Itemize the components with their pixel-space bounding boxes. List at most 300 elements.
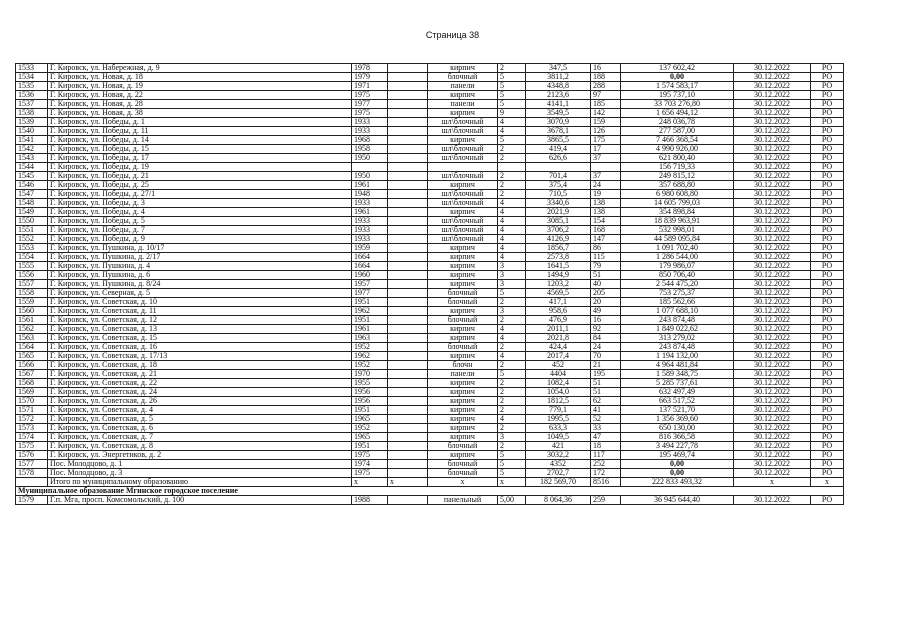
wall-material-cell: кирпич	[428, 280, 498, 289]
date-cell: 30.12.2022	[734, 82, 811, 91]
wall-material-cell: панели	[428, 370, 498, 379]
address-cell: Г. Кировск, ул. Пушкина, д. 6	[48, 271, 352, 280]
floors-cell: 4	[498, 127, 526, 136]
date-cell: 30.12.2022	[734, 361, 811, 370]
date-cell: 30.12.2022	[734, 136, 811, 145]
area-cell: 2011,1	[526, 325, 591, 334]
area-cell: 4141,1	[526, 100, 591, 109]
date-cell: 30.12.2022	[734, 433, 811, 442]
floors-cell: 2	[498, 64, 526, 73]
program-code-cell: РО	[811, 496, 844, 505]
empty-cell-cell	[388, 100, 428, 109]
row-number-cell: 1534	[16, 73, 48, 82]
residents-cell: 70	[591, 352, 621, 361]
program-code-cell: РО	[811, 217, 844, 226]
date-cell: 30.12.2022	[734, 334, 811, 343]
year-built-cell: 1956	[352, 397, 388, 406]
area-cell: 3085,1	[526, 217, 591, 226]
residents-cell: 18	[591, 442, 621, 451]
table-row	[16, 370, 844, 379]
program-code-cell: РО	[811, 352, 844, 361]
row-number-cell: 1540	[16, 127, 48, 136]
floors-cell: 5	[498, 136, 526, 145]
address-cell: Г. Кировск, ул. Советская, д. 26	[48, 397, 352, 406]
table-row	[16, 136, 844, 145]
floors-cell: 5	[498, 91, 526, 100]
area-cell: 3032,2	[526, 451, 591, 460]
year-built-cell: 1933	[352, 226, 388, 235]
year-built-cell: 1951	[352, 316, 388, 325]
year-built-cell: 1971	[352, 82, 388, 91]
row-number-cell: 1568	[16, 379, 48, 388]
empty-cell-cell	[388, 307, 428, 316]
empty-cell-cell	[388, 181, 428, 190]
empty-cell-cell	[388, 298, 428, 307]
program-code-cell: РО	[811, 316, 844, 325]
cost-cell: 4 990 926,00	[621, 145, 734, 154]
date-cell: 30.12.2022	[734, 397, 811, 406]
table-row	[16, 163, 844, 172]
empty-cell-cell	[388, 388, 428, 397]
area-cell: 1995,5	[526, 415, 591, 424]
wall-material-cell: блочн	[428, 361, 498, 370]
year-built-cell: 1950	[352, 154, 388, 163]
program-code-cell: РО	[811, 307, 844, 316]
table-row	[16, 91, 844, 100]
wall-material-cell: кирпич	[428, 352, 498, 361]
area-cell: 3340,6	[526, 199, 591, 208]
row-number-cell: 1538	[16, 109, 48, 118]
date-cell: 30.12.2022	[734, 226, 811, 235]
table-row	[16, 343, 844, 352]
row-number-cell: 1541	[16, 136, 48, 145]
row-number-cell: 1579	[16, 496, 48, 505]
floors-cell: 2	[498, 406, 526, 415]
table-row	[16, 388, 844, 397]
address-cell: Г. Кировск, ул. Советская, д. 17/13	[48, 352, 352, 361]
row-number-cell	[16, 478, 48, 487]
wall-material-cell: кирпич	[428, 91, 498, 100]
floors-cell: 2	[498, 343, 526, 352]
residents-cell: 175	[591, 136, 621, 145]
area-cell: 2021,8	[526, 334, 591, 343]
address-cell: Г. Кировск, ул. Советская, д. 11	[48, 307, 352, 316]
cost-cell: 222 833 493,32	[621, 478, 734, 487]
wall-material-cell: кирпич	[428, 424, 498, 433]
cost-cell: 137 521,70	[621, 406, 734, 415]
cost-cell: 6 980 608,80	[621, 190, 734, 199]
floors-cell: 4	[498, 244, 526, 253]
cost-cell: 354 898,84	[621, 208, 734, 217]
residents-cell: 16	[591, 316, 621, 325]
address-cell: Г. Кировск, ул. Советская, д. 7	[48, 433, 352, 442]
residents-cell: 37	[591, 154, 621, 163]
year-built-cell: 1975	[352, 109, 388, 118]
table-row	[16, 496, 844, 505]
date-cell: 30.12.2022	[734, 406, 811, 415]
wall-material-cell: шл\блочный	[428, 172, 498, 181]
address-cell: Г. Кировск, ул. Новая, д. 19	[48, 82, 352, 91]
table-row	[16, 208, 844, 217]
floors-cell: 9	[498, 109, 526, 118]
date-cell: 30.12.2022	[734, 280, 811, 289]
row-number-cell: 1548	[16, 199, 48, 208]
date-cell: х	[734, 478, 811, 487]
date-cell: 30.12.2022	[734, 208, 811, 217]
area-cell: 1049,5	[526, 433, 591, 442]
empty-cell-cell	[388, 109, 428, 118]
address-cell: Г.п. Мга, просп. Комсомольский, д. 100	[48, 496, 352, 505]
floors-cell: 4	[498, 118, 526, 127]
year-built-cell: 1933	[352, 235, 388, 244]
date-cell: 30.12.2022	[734, 307, 811, 316]
wall-material-cell: кирпич	[428, 307, 498, 316]
row-number-cell: 1557	[16, 280, 48, 289]
date-cell: 30.12.2022	[734, 73, 811, 82]
wall-material-cell: шл\блочный	[428, 118, 498, 127]
cost-cell: 3 494 227,78	[621, 442, 734, 451]
cost-cell: 249 815,12	[621, 172, 734, 181]
wall-material-cell: кирпич	[428, 208, 498, 217]
date-cell: 30.12.2022	[734, 289, 811, 298]
area-cell: 4126,9	[526, 235, 591, 244]
wall-material-cell: шл\блочный	[428, 127, 498, 136]
address-cell: Г. Кировск, ул. Советская, д. 18	[48, 361, 352, 370]
wall-material-cell: панели	[428, 100, 498, 109]
date-cell: 30.12.2022	[734, 460, 811, 469]
address-cell: Г. Кировск, ул. Советская, д. 5	[48, 415, 352, 424]
table-row	[16, 199, 844, 208]
program-code-cell: РО	[811, 154, 844, 163]
address-cell: Г. Кировск, ул. Советская, д. 6	[48, 424, 352, 433]
row-number-cell: 1567	[16, 370, 48, 379]
area-cell: 375,4	[526, 181, 591, 190]
floors-cell: 5,00	[498, 496, 526, 505]
empty-cell-cell	[388, 91, 428, 100]
address-cell: Г. Кировск, ул. Победы, д. 21	[48, 172, 352, 181]
program-code-cell: РО	[811, 82, 844, 91]
empty-cell-cell	[388, 469, 428, 478]
row-number-cell: 1558	[16, 289, 48, 298]
residents-cell: 79	[591, 262, 621, 271]
residents-cell: 41	[591, 406, 621, 415]
program-code-cell: РО	[811, 163, 844, 172]
program-code-cell: РО	[811, 325, 844, 334]
cost-cell: 650 130,00	[621, 424, 734, 433]
table-row	[16, 280, 844, 289]
residents-cell: 51	[591, 379, 621, 388]
empty-cell-cell	[388, 73, 428, 82]
address-cell: Г. Кировск, ул. Победы, д. 27/1	[48, 190, 352, 199]
row-number-cell: 1553	[16, 244, 48, 253]
cost-cell: 18 839 963,91	[621, 217, 734, 226]
residents-cell: 185	[591, 100, 621, 109]
residents-cell: 62	[591, 397, 621, 406]
date-cell: 30.12.2022	[734, 91, 811, 100]
program-code-cell: РО	[811, 280, 844, 289]
empty-cell-cell	[388, 325, 428, 334]
row-number-cell: 1544	[16, 163, 48, 172]
wall-material-cell: кирпич	[428, 253, 498, 262]
program-code-cell: РО	[811, 91, 844, 100]
year-built-cell: 1952	[352, 424, 388, 433]
year-built-cell: 1950	[352, 172, 388, 181]
wall-material-cell: блочный	[428, 73, 498, 82]
empty-cell-cell	[388, 316, 428, 325]
row-number-cell: 1547	[16, 190, 48, 199]
floors-cell: 2	[498, 316, 526, 325]
area-cell: 1082,4	[526, 379, 591, 388]
wall-material-cell: кирпич	[428, 379, 498, 388]
wall-material-cell: шл\блочный	[428, 199, 498, 208]
table-row	[16, 154, 844, 163]
row-number-cell: 1533	[16, 64, 48, 73]
area-cell: 2021,9	[526, 208, 591, 217]
wall-material-cell: панели	[428, 82, 498, 91]
area-cell: 347,5	[526, 64, 591, 73]
year-built-cell: 1977	[352, 100, 388, 109]
year-built-cell: 1970	[352, 370, 388, 379]
floors-cell: 2	[498, 424, 526, 433]
floors-cell: 4	[498, 235, 526, 244]
address-cell: Г. Кировск, ул. Советская, д. 4	[48, 406, 352, 415]
table-row	[16, 424, 844, 433]
date-cell: 30.12.2022	[734, 64, 811, 73]
program-code-cell: РО	[811, 172, 844, 181]
table-row	[16, 100, 844, 109]
empty-cell-cell	[388, 64, 428, 73]
area-cell: 3811,2	[526, 73, 591, 82]
table-row	[16, 361, 844, 370]
cost-cell: 532 998,01	[621, 226, 734, 235]
date-cell: 30.12.2022	[734, 127, 811, 136]
date-cell: 30.12.2022	[734, 100, 811, 109]
table-row	[16, 316, 844, 325]
floors-cell: 4	[498, 199, 526, 208]
cost-cell: 36 945 644,40	[621, 496, 734, 505]
wall-material-cell: кирпич	[428, 415, 498, 424]
address-cell: Г. Кировск, ул. Новая, д. 22	[48, 91, 352, 100]
address-cell: Г. Кировск, ул. Победы, д. 1	[48, 118, 352, 127]
row-number-cell: 1550	[16, 217, 48, 226]
table-row	[16, 325, 844, 334]
date-cell: 30.12.2022	[734, 415, 811, 424]
row-number-cell: 1555	[16, 262, 48, 271]
table-row	[16, 460, 844, 469]
wall-material-cell: кирпич	[428, 181, 498, 190]
year-built-cell: 1975	[352, 469, 388, 478]
wall-material-cell: кирпич	[428, 244, 498, 253]
floors-cell: 4	[498, 217, 526, 226]
table-row	[16, 244, 844, 253]
floors-cell: 5	[498, 370, 526, 379]
area-cell: 4404	[526, 370, 591, 379]
residents-cell: 92	[591, 325, 621, 334]
year-built-cell: 1974	[352, 460, 388, 469]
program-code-cell: х	[811, 478, 844, 487]
cost-cell: 632 497,49	[621, 388, 734, 397]
row-number-cell: 1545	[16, 172, 48, 181]
residents-cell: 138	[591, 208, 621, 217]
floors-cell: 3	[498, 262, 526, 271]
year-built-cell: 1664	[352, 253, 388, 262]
year-built-cell: 1933	[352, 199, 388, 208]
year-built-cell: 1933	[352, 217, 388, 226]
row-number-cell: 1575	[16, 442, 48, 451]
floors-cell	[498, 163, 526, 172]
year-built-cell: 1962	[352, 307, 388, 316]
wall-material-cell: шл\блочный	[428, 145, 498, 154]
year-built-cell: 1988	[352, 496, 388, 505]
table-row	[16, 415, 844, 424]
table-row	[16, 235, 844, 244]
row-number-cell: 1536	[16, 91, 48, 100]
year-built-cell: 1933	[352, 118, 388, 127]
area-cell: 3865,5	[526, 136, 591, 145]
page-header: Страница 38	[425, 30, 480, 40]
empty-cell-cell	[388, 334, 428, 343]
program-code-cell: РО	[811, 127, 844, 136]
table-row	[16, 352, 844, 361]
wall-material-cell: блочный	[428, 343, 498, 352]
date-cell: 30.12.2022	[734, 316, 811, 325]
year-built-cell: 1951	[352, 442, 388, 451]
floors-cell: 4	[498, 253, 526, 262]
floors-cell: 2	[498, 397, 526, 406]
residents-cell: 97	[591, 91, 621, 100]
date-cell: 30.12.2022	[734, 469, 811, 478]
registry-body	[16, 64, 844, 505]
address-cell: Г. Кировск, ул. Победы, д. 3	[48, 199, 352, 208]
residents-cell: 126	[591, 127, 621, 136]
area-cell: 1494,9	[526, 271, 591, 280]
empty-cell-cell	[388, 460, 428, 469]
date-cell: 30.12.2022	[734, 163, 811, 172]
program-code-cell: РО	[811, 190, 844, 199]
table-row	[16, 181, 844, 190]
table-row	[16, 73, 844, 82]
year-built-cell: 1961	[352, 181, 388, 190]
wall-material-cell: кирпич	[428, 136, 498, 145]
row-number-cell: 1571	[16, 406, 48, 415]
section-row	[16, 487, 844, 496]
residents-cell: 86	[591, 244, 621, 253]
wall-material-cell: шл\блочный	[428, 190, 498, 199]
cost-cell: 7 466 368,54	[621, 136, 734, 145]
address-cell: Г. Кировск, ул. Новая, д. 38	[48, 109, 352, 118]
date-cell: 30.12.2022	[734, 145, 811, 154]
address-cell: Г. Кировск, ул. Победы, д. 19	[48, 163, 352, 172]
cost-cell: 357 688,80	[621, 181, 734, 190]
address-cell: Г. Кировск, ул. Победы, д. 7	[48, 226, 352, 235]
wall-material-cell: блочный	[428, 316, 498, 325]
area-cell: 182 569,70	[526, 478, 591, 487]
area-cell	[526, 163, 591, 172]
empty-cell-cell	[388, 397, 428, 406]
table-row	[16, 334, 844, 343]
program-code-cell: РО	[811, 235, 844, 244]
cost-cell: 1 194 132,00	[621, 352, 734, 361]
floors-cell: 2	[498, 181, 526, 190]
date-cell: 30.12.2022	[734, 325, 811, 334]
program-code-cell: РО	[811, 397, 844, 406]
empty-cell-cell	[388, 154, 428, 163]
floors-cell: 2	[498, 388, 526, 397]
floors-cell: 2	[498, 154, 526, 163]
address-cell: Г. Кировск, ул. Новая, д. 18	[48, 73, 352, 82]
address-cell: Г. Кировск, ул. Победы, д. 4	[48, 208, 352, 217]
wall-material-cell: шл\блочный	[428, 226, 498, 235]
year-built-cell: 1952	[352, 343, 388, 352]
area-cell: 779,1	[526, 406, 591, 415]
year-built-cell: 1951	[352, 298, 388, 307]
area-cell: 417,1	[526, 298, 591, 307]
empty-cell-cell: х	[388, 478, 428, 487]
residents-cell: 17	[591, 145, 621, 154]
year-built-cell	[352, 163, 388, 172]
table-row	[16, 379, 844, 388]
program-code-cell: РО	[811, 73, 844, 82]
address-cell: Г. Кировск, ул. Пушкина, д. 10/17	[48, 244, 352, 253]
cost-cell: 185 562,66	[621, 298, 734, 307]
cost-cell: 1 077 688,10	[621, 307, 734, 316]
program-code-cell: РО	[811, 343, 844, 352]
address-cell: Г. Кировск, ул. Победы, д. 15	[48, 145, 352, 154]
floors-cell: 3	[498, 271, 526, 280]
empty-cell-cell	[388, 244, 428, 253]
floors-cell: 5	[498, 100, 526, 109]
table-row	[16, 469, 844, 478]
year-built-cell: 1952	[352, 361, 388, 370]
year-built-cell: 1975	[352, 91, 388, 100]
year-built-cell: 1979	[352, 73, 388, 82]
program-code-cell: РО	[811, 118, 844, 127]
floors-cell: 5	[498, 451, 526, 460]
row-number-cell: 1566	[16, 361, 48, 370]
program-code-cell: РО	[811, 442, 844, 451]
cost-cell: 1 356 369,60	[621, 415, 734, 424]
area-cell: 2573,8	[526, 253, 591, 262]
floors-cell: 2	[498, 172, 526, 181]
address-cell: Г. Кировск, ул. Новая, д. 28	[48, 100, 352, 109]
row-number-cell: 1572	[16, 415, 48, 424]
residents-cell: 8516	[591, 478, 621, 487]
row-number-cell: 1551	[16, 226, 48, 235]
table-row	[16, 253, 844, 262]
empty-cell-cell	[388, 217, 428, 226]
empty-cell-cell	[388, 370, 428, 379]
residents-cell: 40	[591, 280, 621, 289]
row-number-cell: 1574	[16, 433, 48, 442]
row-number-cell: 1560	[16, 307, 48, 316]
residents-cell: 138	[591, 199, 621, 208]
cost-cell: 243 874,48	[621, 316, 734, 325]
year-built-cell: 1965	[352, 415, 388, 424]
cost-cell: 156 719,33	[621, 163, 734, 172]
program-code-cell: РО	[811, 451, 844, 460]
wall-material-cell: кирпич	[428, 406, 498, 415]
program-code-cell: РО	[811, 271, 844, 280]
date-cell: 30.12.2022	[734, 172, 811, 181]
program-code-cell: РО	[811, 370, 844, 379]
wall-material-cell: блочный	[428, 460, 498, 469]
empty-cell-cell	[388, 451, 428, 460]
row-number-cell: 1578	[16, 469, 48, 478]
row-number-cell: 1565	[16, 352, 48, 361]
program-code-cell: РО	[811, 136, 844, 145]
housing-registry-table	[15, 63, 844, 505]
year-built-cell: х	[352, 478, 388, 487]
